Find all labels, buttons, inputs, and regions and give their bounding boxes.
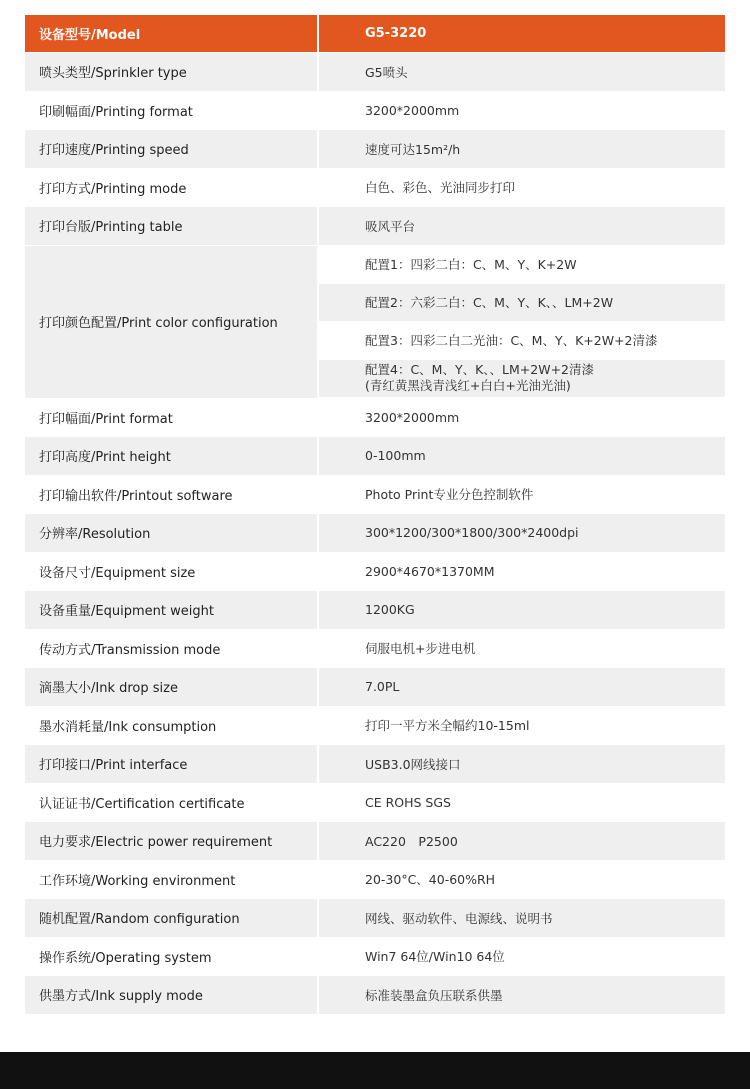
row-value: AC220 P2500 [319, 822, 725, 860]
header-value: G5-3220 [319, 15, 725, 52]
color-config-item: 配置3：四彩二白二光油：C、M、Y、K+2W+2清漆 [319, 322, 725, 360]
row-value: 3200*2000mm [319, 92, 725, 130]
row-label: 分辨率/Resolution [25, 514, 319, 552]
table-row [25, 514, 725, 553]
row-value: 300*1200/300*1800/300*2400dpi [319, 514, 725, 552]
row-label: 传动方式/Transmission mode [25, 630, 319, 668]
footer-band [0, 1052, 750, 1089]
row-value: 网线、驱动软件、电源线、说明书 [319, 899, 725, 937]
row-value: 0-100mm [319, 437, 725, 475]
table-row [25, 976, 725, 1015]
table-row [25, 784, 725, 823]
color-config-row [25, 246, 725, 399]
row-label: 打印幅面/Print format [25, 399, 319, 437]
header-label: 设备型号/Model [25, 15, 319, 52]
color-config-item4-line1: 配置4：C、M、Y、K、、LM+2W+2清漆 [365, 362, 595, 377]
table-row [25, 553, 725, 592]
table-row [25, 130, 725, 169]
row-value: 1200KG [319, 591, 725, 629]
table-row [25, 53, 725, 92]
row-label: 打印方式/Printing mode [25, 169, 319, 207]
row-value: Win7 64位/Win10 64位 [319, 938, 725, 976]
row-label: 供墨方式/Ink supply mode [25, 976, 319, 1014]
color-config-item: 配置2：六彩二白：C、M、Y、K、、LM+2W [319, 284, 725, 322]
table-row [25, 745, 725, 784]
row-value: 速度可达15m²/h [319, 130, 725, 168]
row-value: 20-30°C、40-60%RH [319, 861, 725, 899]
spec-table [25, 15, 725, 1015]
table-row [25, 668, 725, 707]
row-label: 打印接口/Print interface [25, 745, 319, 783]
row-value: Photo Print专业分色控制软件 [319, 476, 725, 514]
row-label: 打印速度/Printing speed [25, 130, 319, 168]
row-value: USB3.0网线接口 [319, 745, 725, 783]
table-row [25, 630, 725, 669]
row-label: 操作系统/Operating system [25, 938, 319, 976]
table-row [25, 207, 725, 246]
table-row [25, 822, 725, 861]
row-label: 随机配置/Random configuration [25, 899, 319, 937]
row-label: 工作环境/Working environment [25, 861, 319, 899]
row-label: 喷头类型/Sprinkler type [25, 53, 319, 91]
table-row [25, 938, 725, 977]
row-value: 2900*4670*1370MM [319, 553, 725, 591]
table-row [25, 92, 725, 131]
row-label: 墨水消耗量/Ink consumption [25, 707, 319, 745]
table-header-row [25, 15, 725, 53]
table-row [25, 591, 725, 630]
table-row [25, 399, 725, 438]
table-row [25, 437, 725, 476]
row-value: 标准装墨盒负压联系供墨 [319, 976, 725, 1014]
row-value: 3200*2000mm [319, 399, 725, 437]
row-value: CE ROHS SGS [319, 784, 725, 822]
row-label: 电力要求/Electric power requirement [25, 822, 319, 860]
row-value: 伺服电机+步进电机 [319, 630, 725, 668]
row-label: 设备尺寸/Equipment size [25, 553, 319, 591]
table-row [25, 707, 725, 746]
row-value: 7.0PL [319, 668, 725, 706]
row-label: 打印台版/Printing table [25, 207, 319, 245]
row-value: 打印一平方米全幅约10-15ml [319, 707, 725, 745]
table-row [25, 899, 725, 938]
table-row [25, 169, 725, 208]
color-config-item4-line2: (青红黄黑浅青浅红+白白+光油光油) [365, 378, 571, 393]
color-config-item [319, 360, 725, 398]
row-label: 打印输出软件/Printout software [25, 476, 319, 514]
row-value: 吸风平台 [319, 207, 725, 245]
row-label: 设备重量/Equipment weight [25, 591, 319, 629]
row-value: 白色、彩色、光油同步打印 [319, 169, 725, 207]
row-label: 打印高度/Print height [25, 437, 319, 475]
row-label: 印刷幅面/Printing format [25, 92, 319, 130]
color-config-label: 打印颜色配置/Print color configuration [25, 246, 319, 398]
row-label: 滴墨大小/Ink drop size [25, 668, 319, 706]
row-value: G5喷头 [319, 53, 725, 91]
color-config-item: 配置1：四彩二白：C、M、Y、K+2W [319, 246, 725, 284]
table-row [25, 476, 725, 515]
row-label: 认证证书/Certification certificate [25, 784, 319, 822]
color-config-values [319, 246, 725, 398]
table-row [25, 861, 725, 900]
